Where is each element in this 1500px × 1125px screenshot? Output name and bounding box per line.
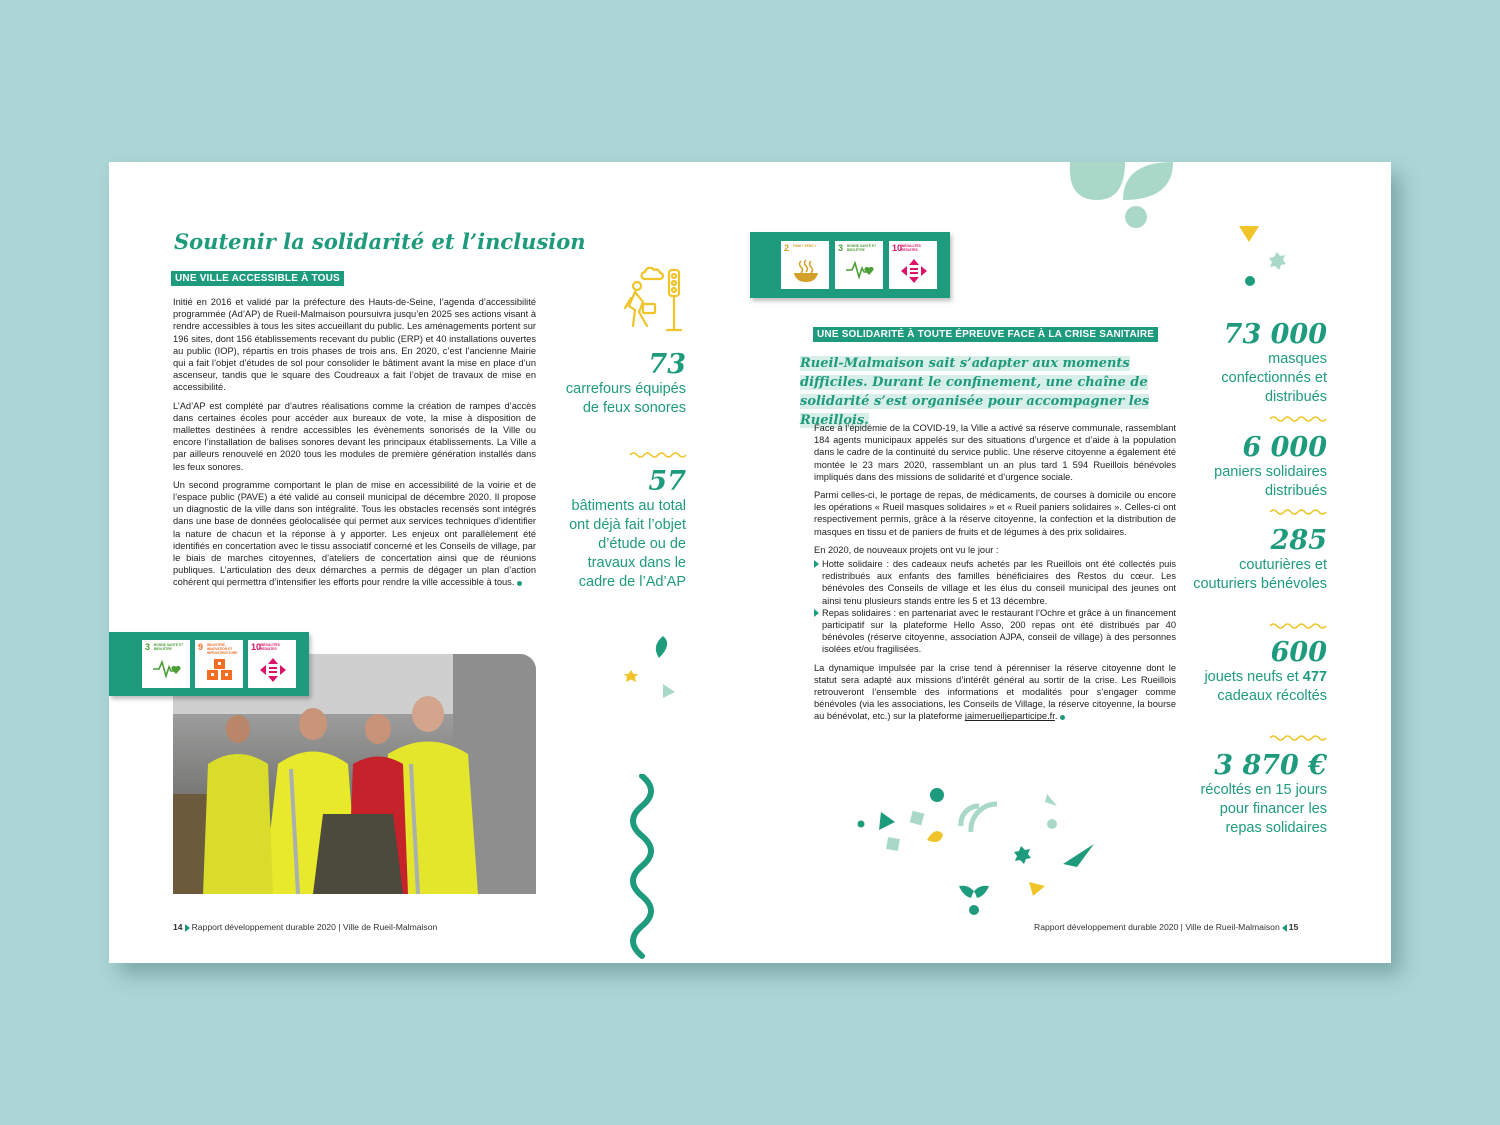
stat-block-funds [1189,751,1327,838]
footer-city: Ville de Rueil-Malmaison [342,922,438,932]
stat-number: 73 000 [1223,319,1327,350]
paragraph: Face à l’épidémie de la COVID-19, la Ville a activé sa réserve communale, rassemblant 184 agents municipaux appelés sur des situations d’urgence et d’aide à la population dans le cadre de la continuité du service public. Une réserve citoyenne a également été montée le 23 mars 2020, rassemblant un an plus tard 1 594 Rueillois bénévoles impliqués dans des missions de solidarité et d’urgence sociale. [814,423,1176,482]
inequality-icon [899,259,929,283]
sdg-label: INÉGALITÉS RÉDUITES [260,643,280,651]
stat-block-masks [1189,320,1327,407]
sdg-goal-3 [142,640,190,688]
bowl-icon [791,259,821,283]
list-item: Repas solidaires : en partenariat avec le restaurant l’Ochre et grâce à un financement participatif sur la plateforme Hello Asso, 200 repas ont été distribués par 40 bénévoles (réserve citoyenne, association AJPA, conseil de village) à des personnes isolées et/ou fragilisées. [814,607,1176,656]
stat-block-baskets [1189,433,1327,501]
sdg-goals-bar-right [750,232,950,298]
stat-block-73 [554,350,686,418]
paragraph: Parmi celles-ci, le portage de repas, de médicaments, de courses à domicile ou encore les opérations « Rueil masques solidaires » et « Rueil paniers solidaires ». Celles-ci ont respectivement permis, grâce à la réserve citoyenne, la confection et la distribution de masques en tissu et de paniers de fruits et de légumes à des prix solidaires. [814,490,1176,537]
footer-report-title: Rapport développement durable 2020 [1034,922,1179,932]
paragraph: L’Ad’AP est complété par d’autres réalisations comme la création de rampes d’accès dans certaines écoles pour accéder aux bureaux de vote, la mise à disposition de mallettes destinées à rendre accessibles les évènements sonorisés de la Ville ou encore l’installation de balises sonores devant les principaux établissements. La Ville a par ailleurs renouvelé en 2020 tous les modules de première génération installés dans les feux sonores. [173,400,536,472]
stat-text: paniers solidaires distribués [1214,464,1327,499]
inequality-icon [258,658,288,682]
wavy-line-decoration [622,774,668,963]
footer-left: 14 Rapport développement durable 2020 | Ville de Rueil-Malmaison [173,922,438,932]
projects-list [814,558,1176,656]
section-label-crisis: UNE SOLIDARITÉ À TOUTE ÉPREUVE FACE À LA CRISE SANITAIRE [813,327,1158,342]
sdg-label: BONNE SANTÉ ET BIEN-ÊTRE [847,244,877,252]
wave-divider [1269,622,1327,630]
sdg-number: 10 [251,642,262,652]
sdg-number: 3 [838,243,844,253]
lead-quote: Rueil-Malmaison sait s’adapter aux moments difficiles. Durant le confinement, une chaîne de solidarité s’est organisée pour accompagner les Rueillois. [800,356,1150,428]
left-body-text [173,296,536,595]
pedestrian-traffic-light-icon [617,264,689,334]
triangle-icon [1282,924,1287,932]
confetti-decoration [619,632,679,712]
stat-number: 6 000 [1242,432,1327,463]
heartbeat-icon [845,259,875,281]
sdg-number: 2 [784,243,790,253]
paragraph: La dynamique impulsée par la crise tend à pérenniser la réserve citoyenne dont le statut sera adapté aux missions d’intérêt général au sortir de la crise. Les Rueillois retrouveront l’ensemble des informations et modalités pour s’engager comme bénévoles (via les associations, les Conseils de Village, la réserve citoyenne, la bourse au bénévolat, etc.) sur la plateforme jaimerueiljeparticipe.fr. [814,662,1176,722]
wave-divider [1269,508,1327,516]
sdg-goal-10 [889,241,937,289]
stat-block-toys [1189,638,1327,706]
sdg-label: INÉGALITÉS RÉDUITES [901,244,921,252]
stat-number: 57 [648,466,686,497]
wave-divider [629,451,687,459]
paragraph: Un second programme comportant le plan de mise en accessibilité de la voirie et de l’espace public (PAVE) a été validé au conseil municipal de décembre 2020. Il propose un diagnostic de la ville dans son intégralité. Tous les obstacles recensés sont intégrés dans une base de données géolocalisée qui permet aux services techniques d’identifier la nature de chacun et la réponse à y apporter. Les enjeux ont parallèlement été identifiés en concertation avec le tissu associatif concerné et les Conseils de village, par le biais de marches citoyennes, d’ateliers de concertation ainsi que de réunions publiques. L’articulation des deux démarches a permis de dégager un plan d’action cohérent qui permettra d’intensifier les efforts pour rendre la ville accessible à tous. [173,479,536,588]
sdg-goal-2 [781,241,829,289]
stat-block-57 [554,467,686,592]
page-number: 14 [173,922,183,932]
stat-text: bâtiments au total ont déjà fait l’objet d’étude ou de travaux dans le cadre de l’Ad’AP [569,498,686,590]
stat-text: masques confectionnés et distribués [1221,351,1327,405]
stat-text: jouets neufs et 477 cadeaux récoltés [1204,669,1327,704]
footer-city: Ville de Rueil-Malmaison [1185,922,1280,932]
stat-block-seamstresses [1189,526,1327,594]
wave-divider [1269,734,1327,742]
stat-number: 3 870 € [1214,750,1327,781]
list-item: Hotte solidaire : des cadeaux neufs achetés par les Rueillois ont été collectés puis redistribués aux enfants des familles bénéficiaires des Restos du cœur. Les bénévoles des Conseils de village et les élus du conseil municipal des jeunes ont ainsi tenu plusieurs stands entre les 5 et 13 décembre. [814,558,1176,607]
footer-right: Rapport développement durable 2020 | Ville de Rueil-Malmaison 15 [1034,922,1299,932]
stat-number: 600 [1270,637,1327,668]
leaf-decoration [1065,162,1185,237]
sdg-label: INDUSTRIE, INNOVATION ET INFRASTRUCTURE [207,643,238,655]
page-title: Soutenir la solidarité et l’inclusion [174,229,586,254]
sdg-goal-10 [248,640,296,688]
sdg-number: 3 [145,642,151,652]
sdg-goal-9 [195,640,243,688]
footer-report-title: Rapport développement durable 2020 [191,922,336,932]
heartbeat-icon [152,658,182,680]
paragraph: En 2020, de nouveaux projets ont vu le jour : [814,544,999,555]
sdg-label: FAIM « ZÉRO » [793,244,817,248]
confetti-decoration-bottom [849,782,1109,922]
stat-text: couturières et couturiers bénévoles [1193,557,1327,592]
sdg-goal-3 [835,241,883,289]
participation-link[interactable]: jaimerueiljeparticipe.fr [964,711,1055,722]
stat-number: 73 [648,349,686,380]
right-body-text [814,422,1176,729]
sdg-label: BONNE SANTÉ ET BIEN-ÊTRE [154,643,184,651]
wave-divider [1269,415,1327,423]
stat-text: carrefours équipés de feux sonores [565,381,686,416]
triangle-icon [185,924,190,932]
sdg-number: 10 [892,243,903,253]
end-dot-icon [517,581,522,586]
page-number: 15 [1288,922,1299,932]
sdg-goals-bar-left [109,632,309,696]
confetti-decoration-top [1237,220,1297,290]
section-label-accessibility: UNE VILLE ACCESSIBLE À TOUS [171,271,344,286]
brochure-spread [109,162,1391,963]
stat-number: 285 [1270,525,1327,556]
stat-text: récoltés en 15 jours pour financer les repas solidaires [1200,782,1327,836]
paragraph: Initié en 2016 et validé par la préfecture des Hauts-de-Seine, l’agenda d’accessibilité programmée (Ad’AP) de Rueil-Malmaison poursuivra jusqu’en 2025 ses actions visant à rendre accessibles à tous les sites accueillant du public. Les aménagements portent sur 196 sites, dont 156 établissements recevant du public (ERP) et 40 installations ouvertes au public (IOP), répartis en trois phases de trois ans. En 2020, c’est l’ancienne Mairie qui a fait l’objet d’études de sol pour consolider le bâtiment avant la mise en place d’un ascenseur, tandis que le square des Coudreaux a fait l’objet de travaux de mise en accessibilité. [173,297,536,393]
end-dot-icon [1060,715,1065,720]
cubes-icon [205,658,235,682]
sdg-number: 9 [198,642,204,652]
